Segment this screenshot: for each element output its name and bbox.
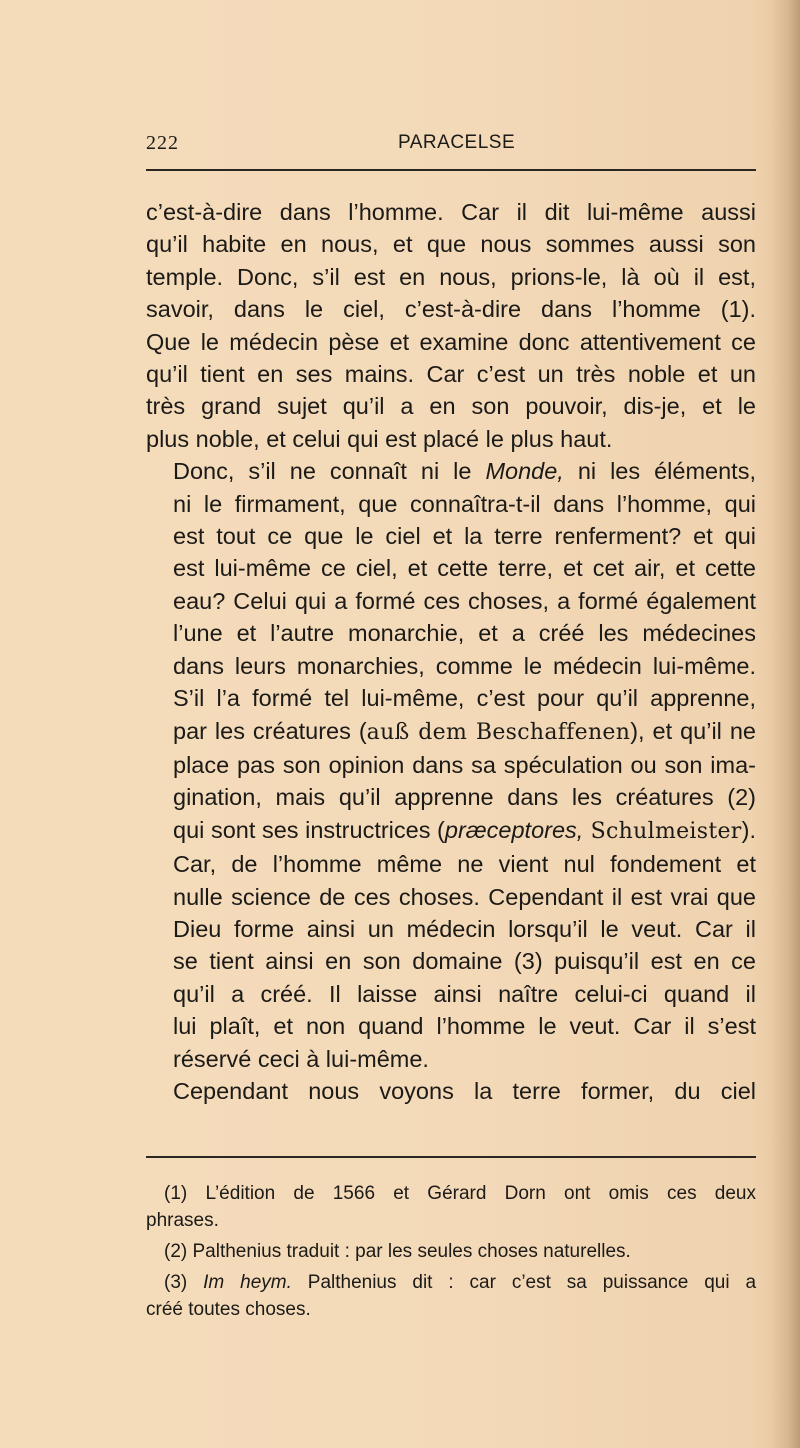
text-fragment: (3)	[164, 1272, 204, 1293]
footnote-2	[146, 1238, 756, 1265]
text-line: est tout ce que le ciel et la terre renferment? et qui	[173, 523, 756, 550]
text-line: plus noble, et celui qui est placé le plus haut.	[146, 425, 613, 452]
footnote-line	[146, 1269, 756, 1296]
text-line: savoir, dans le ciel, c’est-à-dire dans l’homme (1).	[146, 296, 756, 323]
text-line	[146, 715, 756, 749]
italic-term: Im heym.	[203, 1272, 292, 1293]
italic-term-monde: Monde,	[485, 458, 564, 485]
text-fragment: ).	[741, 816, 756, 843]
footnote-line: (2) Palthenius traduit : par les seules choses naturelles.	[164, 1241, 631, 1262]
text-line: lui plaît, et non quand l’homme le veut. Car il s’est	[173, 1013, 756, 1040]
text-line	[146, 455, 756, 487]
paragraph-1	[146, 196, 756, 455]
footnote-line: créé toutes choses.	[146, 1299, 311, 1320]
text-line: temple. Donc, s’il est en nous, prions-le, là où il est,	[146, 263, 756, 290]
running-head	[146, 132, 756, 158]
body-text	[146, 196, 756, 1107]
text-line: l’une et l’autre monarchie, et a créé les médecines	[173, 620, 756, 647]
footnote-rule	[146, 1156, 756, 1158]
text-fragment: qui sont ses instructrices (	[173, 816, 445, 843]
running-title: PARACELSE	[398, 132, 516, 153]
text-line: S’il l’a formé tel lui-même, c’est pour qu’il apprenne,	[173, 685, 756, 712]
text-line: c’est-à-dire dans l’homme. Car il dit lui-même aussi	[146, 199, 756, 225]
text-fragment: ni les éléments,	[563, 458, 756, 485]
page-edge-shadow	[770, 0, 800, 1448]
german-term: auß dem Beschaffenen	[366, 719, 631, 745]
footnote-line: phrases.	[146, 1210, 219, 1231]
footnotes	[146, 1180, 756, 1327]
header-rule	[146, 169, 756, 171]
text-line: Car, de l’homme même ne vient nul fondement et	[173, 851, 756, 878]
text-line: nulle science de ces choses. Cependant il est vrai que	[173, 883, 756, 910]
text-fragment: ), et qu’il ne	[630, 717, 756, 744]
text-line: Dieu forme ainsi un médecin lorsqu’il le veut. Car il	[173, 915, 756, 942]
text-line: qu’il habite en nous, et que nous sommes aussi son	[146, 231, 756, 258]
text-line: qu’il tient en ses mains. Car c’est un très noble et un	[146, 361, 756, 388]
text-line: place pas son opinion dans sa spéculation ou son ima-	[173, 751, 756, 778]
text-line: gination, mais qu’il apprenne dans les créatures (2)	[173, 784, 756, 811]
text-line: réservé ceci à lui-même.	[173, 1045, 429, 1072]
text-fragment: Donc, s’il ne connaît ni le	[173, 458, 486, 485]
text-line: qu’il a créé. Il laisse ainsi naître celui-ci quand il	[173, 980, 756, 1007]
text-line: très grand sujet qu’il a en son pouvoir, dis-je, et le	[146, 393, 756, 420]
page-number: 222	[146, 132, 179, 154]
latin-term: præceptores,	[444, 816, 584, 843]
footnote-1	[146, 1180, 756, 1234]
text-line: est lui-même ce ciel, et cette terre, et cet air, et cette	[173, 555, 756, 582]
paragraph-2	[146, 455, 756, 1075]
text-line: Que le médecin pèse et examine donc attentivement ce	[146, 328, 756, 355]
paragraph-3	[146, 1075, 756, 1107]
text-line: Cependant nous voyons la terre former, du ciel	[173, 1077, 756, 1104]
footnote-3	[146, 1269, 756, 1323]
text-line: dans leurs monarchies, comme le médecin lui-même.	[173, 652, 756, 679]
text-fragment: Palthenius dit : car c’est sa puissance qui a	[291, 1272, 757, 1293]
text-line: ni le firmament, que connaîtra-t-il dans l’homme, qui	[173, 490, 756, 517]
german-term: Schulmeister	[583, 818, 742, 844]
text-line: eau? Celui qui a formé ces choses, a formé également	[173, 587, 756, 614]
text-line: se tient ainsi en son domaine (3) puisqu’il est en ce	[173, 948, 756, 975]
text-line	[146, 814, 756, 848]
footnote-line: (1) L’édition de 1566 et Gérard Dorn ont omis ces deux	[164, 1183, 756, 1204]
text-fragment: par les créatures (	[173, 717, 367, 744]
